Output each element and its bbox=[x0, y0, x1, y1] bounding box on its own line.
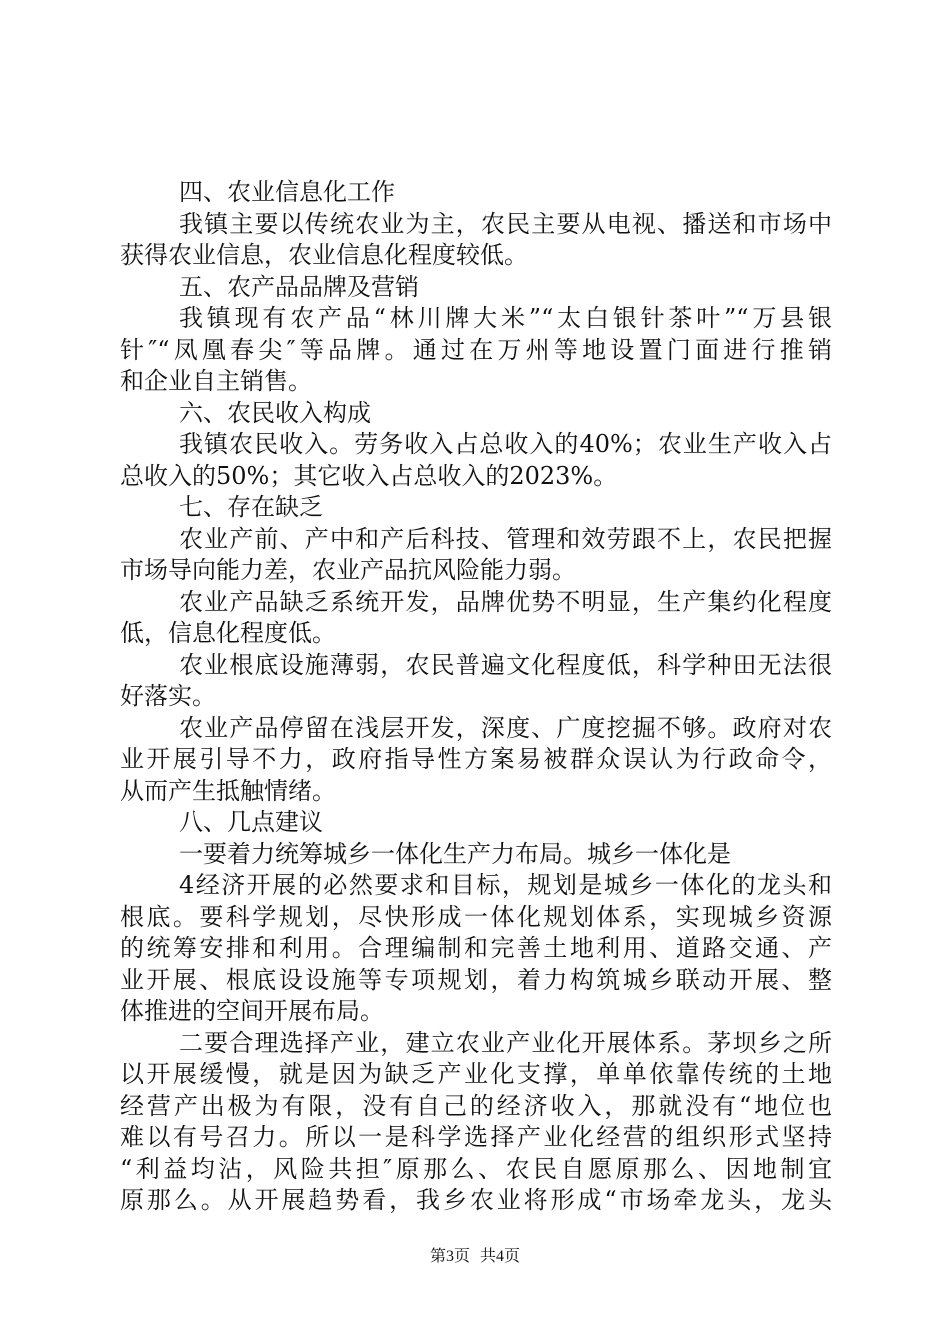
text-line: 业开展、根底设设施等专项规划，着力构筑城乡联动开展、整 bbox=[120, 965, 832, 994]
text-line: 我镇现有农产品“林川牌大米”“太白银针茶叶”“万县银 bbox=[179, 304, 832, 332]
text-line: 二要合理选择产业，建立农业产业化开展体系。茅坝乡之所 bbox=[179, 1028, 832, 1057]
text-line: 六、农民收入构成 bbox=[179, 398, 371, 427]
text-line: 体推进的空间开展布局。 bbox=[120, 997, 384, 1025]
text-line: 五、农产品品牌及营销 bbox=[179, 272, 419, 301]
text-line: 和企业自主销售。 bbox=[120, 367, 312, 395]
text-line: 针″“凤凰春尖″等品牌。通过在万州等地设置门面进行推销 bbox=[120, 335, 832, 364]
document-body bbox=[120, 177, 832, 1217]
page-number: 第3页 bbox=[429, 1248, 470, 1265]
text-line: 农业产品停留在浅层开发，深度、广度挖掘不够。政府对农 bbox=[179, 713, 832, 742]
text-line: 我镇农民收入。劳务收入占总收入的40%；农业生产收入占 bbox=[179, 430, 832, 458]
page-footer bbox=[0, 1247, 950, 1267]
text-line: 农业根底设施薄弱，农民普遍文化程度低，科学种田无法很 bbox=[179, 650, 832, 679]
text-line: 从而产生抵触情绪。 bbox=[120, 776, 336, 805]
text-line: 业开展引导不力，政府指导性方案易被群众误认为行政命令， bbox=[120, 745, 832, 773]
text-line: 我镇主要以传统农业为主，农民主要从电视、播送和市场中 bbox=[179, 209, 832, 238]
text-line: 八、几点建议 bbox=[179, 808, 323, 836]
text-line: 以开展缓慢，就是因为缺乏产业化支撑，单单依靠传统的土地 bbox=[120, 1060, 832, 1088]
text-line: 农业产前、产中和产后科技、管理和效劳跟不上，农民把握 bbox=[179, 524, 832, 553]
text-line: 经营产出极为有限，没有自己的经济收入，那就没有“地位也 bbox=[120, 1091, 832, 1120]
text-line: 农业产品缺乏系统开发，品牌优势不明显，生产集约化程度 bbox=[179, 587, 832, 616]
text-line: 好落实。 bbox=[120, 682, 216, 710]
text-line: 市场导向能力差，农业产品抗风险能力弱。 bbox=[120, 556, 576, 584]
text-line: 获得农业信息，农业信息化程度较低。 bbox=[120, 241, 528, 269]
text-line: “利益均沾，风险共担″原那么、农民自愿原那么、因地制宜 bbox=[120, 1154, 832, 1183]
text-line: 4经济开展的必然要求和目标，规划是城乡一体化的龙头和 bbox=[179, 871, 832, 899]
text-line: 难以有号召力。所以一是科学选择产业化经营的组织形式坚持 bbox=[120, 1123, 832, 1151]
text-line: 总收入的50%；其它收入占总收入的2023%。 bbox=[120, 461, 618, 490]
text-line: 七、存在缺乏 bbox=[179, 493, 323, 521]
text-line: 低，信息化程度低。 bbox=[120, 619, 336, 647]
text-line: 一要着力统筹城乡一体化生产力布局。城乡一体化是 bbox=[179, 839, 731, 868]
text-line: 原那么。从开展趋势看，我乡农业将形成“市场牵龙头，龙头 bbox=[120, 1186, 832, 1214]
text-line: 的统筹安排和利用。合理编制和完善土地利用、道路交通、产 bbox=[120, 934, 832, 962]
text-line: 四、农业信息化工作 bbox=[179, 178, 395, 206]
page-total: 共4页 bbox=[480, 1248, 521, 1265]
text-line: 根底。要科学规划，尽快形成一体化规划体系，实现城乡资源 bbox=[120, 902, 832, 931]
